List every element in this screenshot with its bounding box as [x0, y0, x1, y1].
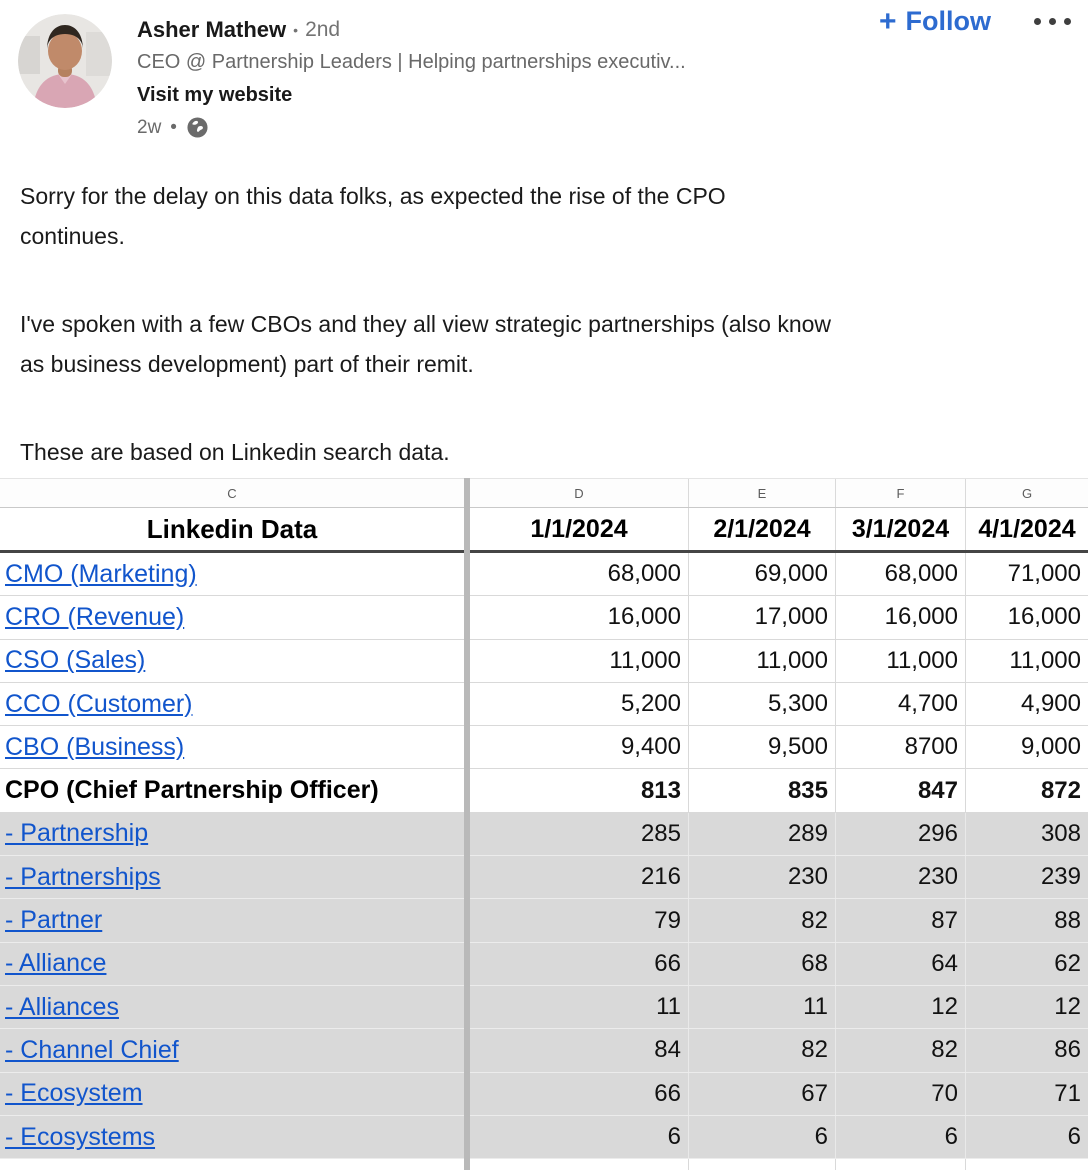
row-label-cell [0, 986, 464, 1028]
row-label-link[interactable]: CRO (Revenue) [5, 602, 185, 631]
paragraph [20, 432, 1060, 472]
row-label-cell [0, 596, 464, 638]
cell-value: 66 [654, 949, 681, 977]
cell-value: 86 [965, 1029, 1088, 1071]
cell-value: 71,000 [965, 553, 1088, 595]
table-row [0, 1029, 1088, 1072]
cell-value: 4,700 [835, 683, 965, 725]
cell-value: 9,500 [688, 726, 835, 768]
row-label-link[interactable]: - Channel Chief [5, 1035, 179, 1064]
row-label-link[interactable]: - Ecosystems [5, 1122, 156, 1151]
post-meta [137, 116, 837, 139]
cell-value: 87 [835, 899, 965, 941]
table-row [0, 769, 1088, 812]
meta-separator: • [170, 116, 177, 138]
post-text [20, 176, 1060, 520]
column-letter: F [835, 479, 965, 507]
column-letters-row [0, 478, 1088, 508]
row-label: CPO (Chief Partnership Officer) [5, 776, 379, 805]
actor-name[interactable]: Asher Mathew [137, 17, 287, 42]
table-row [0, 553, 1088, 596]
avatar[interactable] [18, 14, 112, 108]
cell-value: 6 [667, 1123, 681, 1150]
cell-value: 5,200 [620, 690, 681, 718]
date-header: 4/1/2024 [965, 508, 1088, 550]
row-label-cell [0, 899, 464, 941]
cell-value: 4,900 [965, 683, 1088, 725]
frozen-column-divider [464, 478, 470, 1170]
cell-value: 70 [835, 1073, 965, 1115]
row-label-cell [0, 943, 464, 985]
date-header: 2/1/2024 [688, 508, 835, 550]
cell-value: 11 [688, 986, 835, 1028]
cell-value: 11,000 [835, 640, 965, 682]
post-text-line: as business development) part of their remit. [20, 351, 474, 377]
table-row [0, 899, 1088, 942]
cell-value: 84 [654, 1036, 681, 1064]
cell-value: 813 [640, 776, 681, 804]
cell-value: 11,000 [609, 646, 681, 674]
cell-value: 6 [835, 1116, 965, 1158]
cell-value: 82 [835, 1029, 965, 1071]
follow-button[interactable] [879, 6, 991, 37]
row-label-cell [0, 1116, 464, 1158]
spreadsheet-image [0, 478, 1088, 1170]
ellipsis-icon [1049, 18, 1056, 25]
cell-value: 82 [688, 1029, 835, 1071]
row-label-link[interactable]: - Partner [5, 906, 103, 935]
row-label-cell [0, 1073, 464, 1115]
partial-row [0, 1159, 1088, 1170]
cell-value: 9,000 [965, 726, 1088, 768]
cell-value: 71 [965, 1073, 1088, 1115]
row-label-cell [0, 726, 464, 768]
cell-value: 16,000 [965, 596, 1088, 638]
date-header: 1/1/2024 [530, 514, 628, 543]
table-row [0, 596, 1088, 639]
table-row [0, 813, 1088, 856]
follow-label: Follow [905, 6, 991, 36]
post-age: 2w [137, 116, 162, 138]
connection-separator: • [293, 22, 299, 38]
paragraph [20, 176, 1060, 256]
actor-headline: CEO @ Partnership Leaders | Helping partnerships executiv... [137, 51, 686, 73]
paragraph [20, 304, 1060, 384]
table-row [0, 943, 1088, 986]
cell-value: 296 [835, 813, 965, 855]
cell-value: 67 [688, 1073, 835, 1115]
spreadsheet-rows [0, 553, 1088, 1159]
post-header [137, 17, 837, 139]
row-label-link[interactable]: - Partnerships [5, 862, 161, 891]
connection-degree: 2nd [305, 18, 341, 41]
table-row [0, 986, 1088, 1029]
table-header-row [0, 508, 1088, 553]
table-row [0, 856, 1088, 899]
cell-value: 66 [654, 1079, 681, 1107]
post-text-line: I've spoken with a few CBOs and they all view strategic partnerships (also know [20, 311, 832, 337]
cell-value: 68,000 [835, 553, 965, 595]
cell-value: 68 [688, 943, 835, 985]
row-label-link[interactable]: CBO (Business) [5, 732, 185, 761]
row-label-cell [0, 769, 464, 811]
cell-value: 11 [656, 993, 681, 1021]
cell-value: 289 [688, 813, 835, 855]
row-label-link[interactable]: CMO (Marketing) [5, 559, 197, 588]
row-label-cell [0, 683, 464, 725]
cell-value: 216 [640, 863, 681, 891]
date-header: 3/1/2024 [835, 508, 965, 550]
ellipsis-icon [1064, 18, 1071, 25]
cell-value: 68,000 [607, 560, 681, 588]
table-row [0, 726, 1088, 769]
cell-value: 12 [835, 986, 965, 1028]
cell-value: 82 [688, 899, 835, 941]
cell-value: 230 [835, 856, 965, 898]
cell-value: 835 [688, 769, 835, 811]
visit-website-link[interactable]: Visit my website [137, 84, 293, 106]
row-label-cell [0, 640, 464, 682]
row-label-cell [0, 813, 464, 855]
actor-name-line [137, 17, 837, 43]
cell-value: 847 [835, 769, 965, 811]
row-label-link[interactable]: - Alliances [5, 992, 119, 1021]
table-title: Linkedin Data [146, 513, 318, 544]
cell-value: 872 [965, 769, 1088, 811]
post-text-line: continues. [20, 223, 125, 249]
avatar-image [18, 14, 112, 108]
cell-value: 17,000 [688, 596, 835, 638]
cell-value: 16,000 [835, 596, 965, 638]
table-row [0, 1073, 1088, 1116]
column-letter: D [574, 485, 584, 501]
cell-value: 6 [965, 1116, 1088, 1158]
cell-value: 5,300 [688, 683, 835, 725]
row-label-link[interactable]: CSO (Sales) [5, 646, 146, 675]
row-label-cell [0, 553, 464, 595]
table-row [0, 640, 1088, 683]
cell-value: 64 [835, 943, 965, 985]
cell-value: 308 [965, 813, 1088, 855]
column-letter: G [965, 479, 1088, 507]
cell-value: 230 [688, 856, 835, 898]
column-letter: C [227, 485, 237, 501]
overflow-menu-button[interactable] [1034, 18, 1071, 25]
row-label-cell [0, 856, 464, 898]
column-letter: E [688, 479, 835, 507]
globe-icon [186, 116, 209, 139]
row-label-link[interactable]: CCO (Customer) [5, 689, 193, 718]
cell-value: 16,000 [607, 603, 681, 631]
post-text-line: These are based on Linkedin search data. [20, 439, 450, 465]
post-text-line: Sorry for the delay on this data folks, as expected the rise of the CPO [20, 183, 726, 209]
cell-value: 69,000 [688, 553, 835, 595]
row-label-link[interactable]: - Partnership [5, 819, 149, 848]
ellipsis-icon [1034, 18, 1041, 25]
cell-value: 79 [654, 906, 681, 934]
cell-value: 11,000 [688, 640, 835, 682]
table-row [0, 1116, 1088, 1159]
plus-icon: + [878, 4, 897, 38]
cell-value: 62 [965, 943, 1088, 985]
table-row [0, 683, 1088, 726]
row-label-cell [0, 1029, 464, 1071]
cell-value: 11,000 [965, 640, 1088, 682]
cell-value: 6 [688, 1116, 835, 1158]
row-label-link[interactable]: - Ecosystem [5, 1079, 143, 1108]
cell-value: 9,400 [620, 733, 681, 761]
cell-value: 12 [965, 986, 1088, 1028]
cell-value: 285 [640, 819, 681, 847]
row-label-link[interactable]: - Alliance [5, 949, 107, 978]
cell-value: 88 [965, 899, 1088, 941]
cell-value: 8700 [835, 726, 965, 768]
cell-value: 239 [965, 856, 1088, 898]
